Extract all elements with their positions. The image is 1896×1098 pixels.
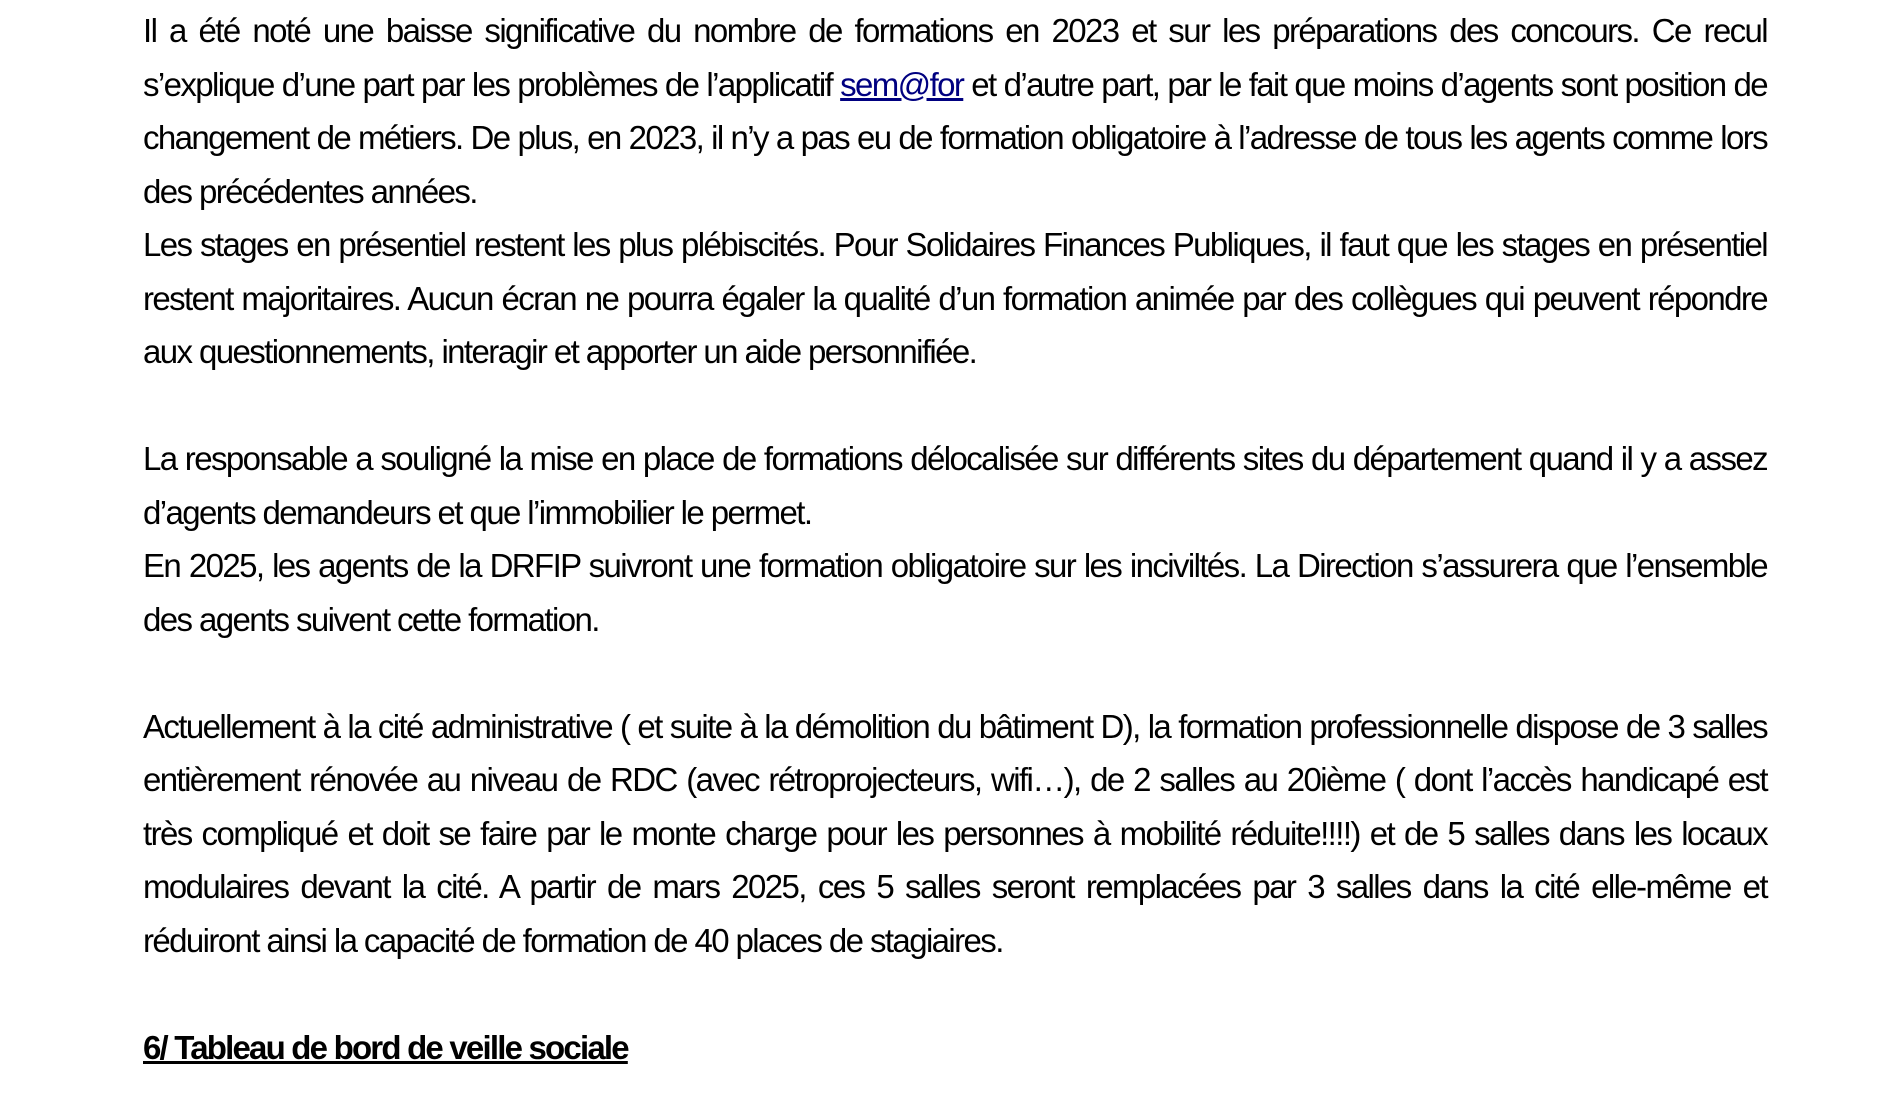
paragraph-formations-delocalisees: La responsable a souligné la mise en place de formations délocalisée sur différents sites du département quand il y a assez d’agents demandeurs et que l’immobilier le permet. xyxy=(143,440,1767,531)
paragraph-formations-decline xyxy=(143,4,1767,218)
section-heading-text: 6/ Tableau de bord de veille sociale xyxy=(143,1028,628,1066)
section-heading xyxy=(143,1021,1767,1075)
paragraph-spacer xyxy=(143,646,1767,700)
document-page xyxy=(143,4,1767,1074)
paragraph-spacer xyxy=(143,379,1767,433)
paragraph-text: Il a été noté une baisse significative du nombre de formations en 2023 et sur les préparations des concours. Ce recul s’explique d’une part par les problèmes de l’applicatif xyxy=(143,12,1767,103)
paragraph-salles-formation: Actuellement à la cité administrative ( et suite à la démolition du bâtiment D), la formation professionnelle dispose de 3 salles entièrement rénovée au niveau de RDC (avec rétroprojecteurs, wifi…), de 2 salles au 20ième ( dont l’accès handicapé est très compliqué et doit se faire par le monte charge pour les personnes à mobilité réduite!!!!) et de 5 salles dans les locaux modulaires devant la cité. A partir de mars 2025, ces 5 salles seront remplacées par 3 salles dans la cité elle-même et réduiront ainsi la capacité de formation de 40 places de stagiaires. xyxy=(143,707,1767,959)
paragraph-spacer xyxy=(143,967,1767,1021)
paragraph-stages-presentiel: Les stages en présentiel restent les plus plébiscités. Pour Solidaires Finances Publiques, il faut que les stages en présentiel restent majoritaires. Aucun écran ne pourra égaler la qualité d’un formation animée par des collègues qui peuvent répondre aux questionnements, interagir et apporter un aide personnifiée. xyxy=(143,226,1767,370)
paragraph-text: et d’autre part, par le fait que moins d’agents sont position de changement de métiers. De plus, en 2023, il n’y a pas eu de formation obligatoire à l’adresse de tous les agents comme lors des précédentes années. xyxy=(143,65,1767,210)
semafor-link[interactable]: sem@for xyxy=(840,65,964,103)
paragraph-formation-incivilites: En 2025, les agents de la DRFIP suivront une formation obligatoire sur les inciviltés. La Direction s’assurera que l’ensemble des agents suivent cette formation. xyxy=(143,547,1767,638)
